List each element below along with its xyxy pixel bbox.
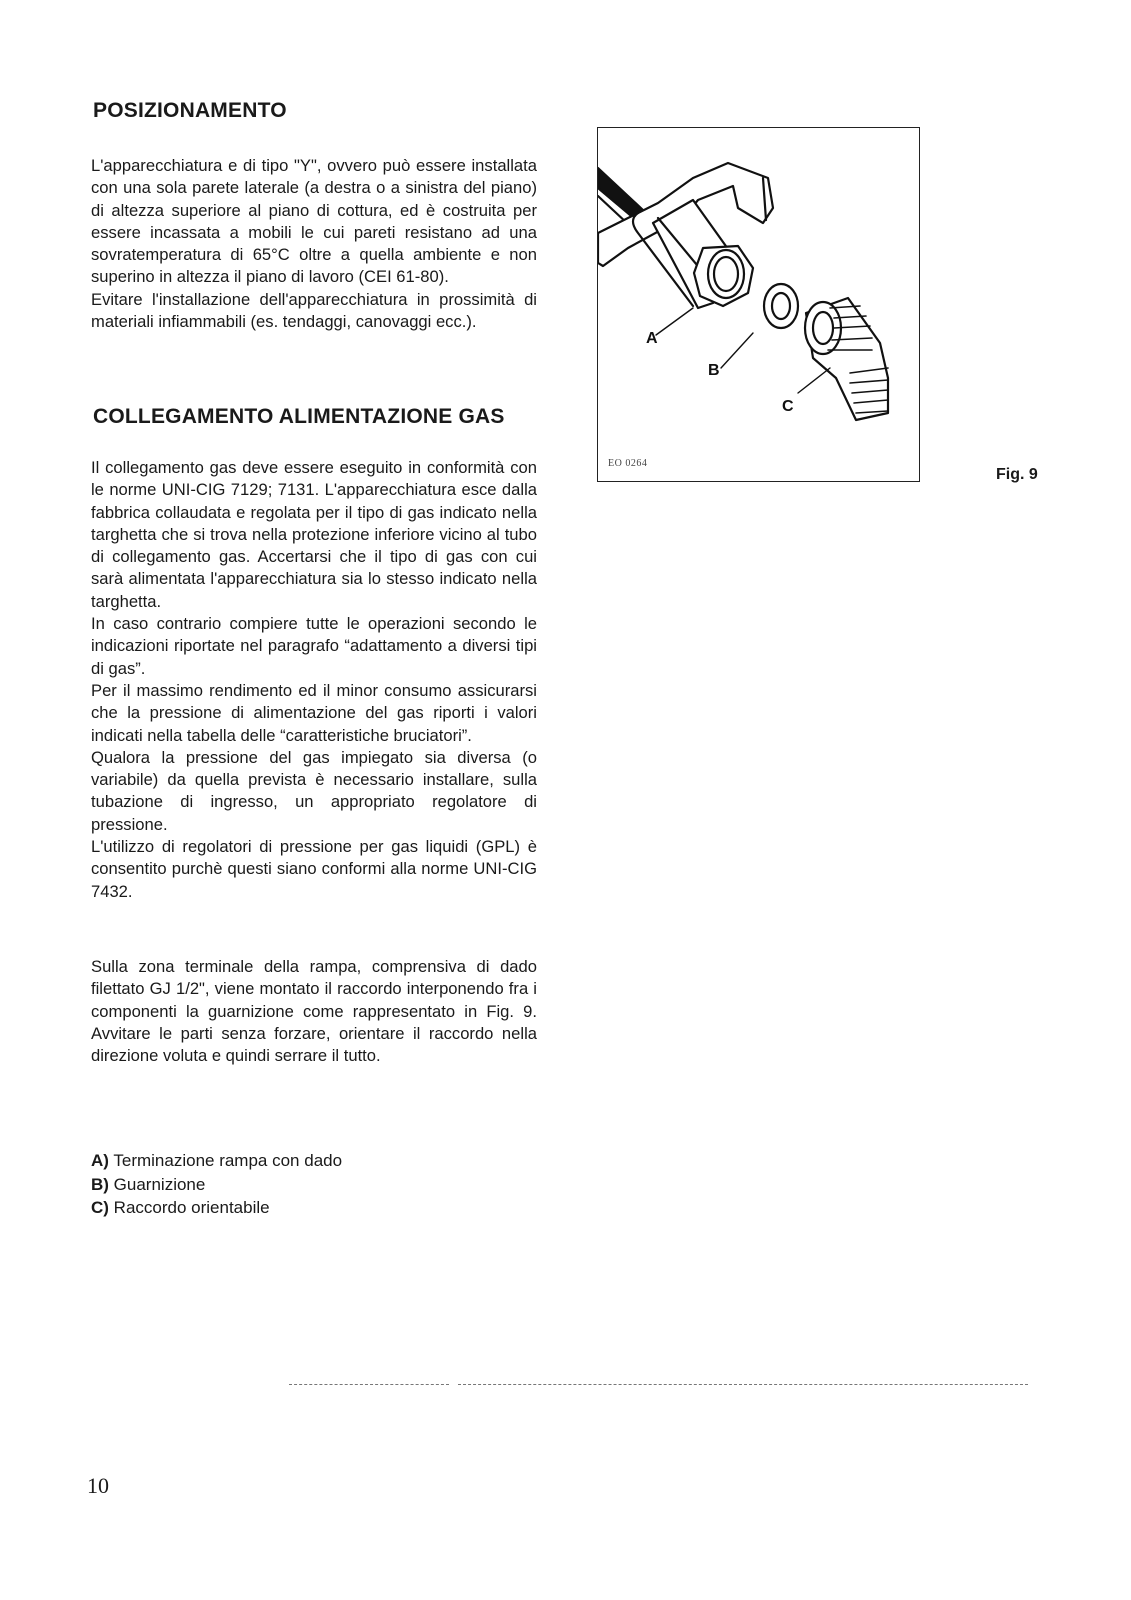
divider-line bbox=[289, 1384, 449, 1385]
gas-fitting-illustration bbox=[598, 128, 918, 480]
text-paragraph: L'apparecchiatura e di tipo "Y", ovvero può essere installata con una sola parete laterale (a destra o a sinistra del piano) di altezza superiore al piano di cottura, ed è costruita per essere incassata a mobili le cui pareti resistano ad una sovratemperatura di 65°C oltre a quella ambiente e non superino in altezza il piano di lavoro (CEI 61-80). bbox=[91, 156, 537, 287]
legend-text: Terminazione rampa con dado bbox=[108, 1151, 343, 1170]
text-paragraph: In caso contrario compiere tutte le operazioni secondo le indicazioni riportate nel paragrafo “adattamento a diversi tipi di gas”. bbox=[91, 614, 537, 678]
paragraph-collegamento-gas bbox=[91, 457, 537, 903]
legend-item-a bbox=[91, 1149, 342, 1173]
legend-text: Raccordo orientabile bbox=[108, 1198, 270, 1217]
text-paragraph: Evitare l'installazione dell'apparecchiatura in prossimità di materiali infiammabili (es. tendaggi, canovaggi ecc.). bbox=[91, 289, 537, 332]
text-paragraph: Sulla zona terminale della rampa, comprensiva di dado filettato GJ 1/2", viene montato il raccordo interponendo fra i componenti la guarnizione come rappresentato in Fig. 9. Avvitare le parti senza forzare, orientare il raccordo nella direzione voluta e quindi serrare il tutto. bbox=[91, 957, 537, 1066]
figure-caption: Fig. 9 bbox=[996, 466, 1038, 483]
heading-posizionamento: POSIZIONAMENTO bbox=[93, 99, 287, 122]
callout-c: C bbox=[782, 398, 794, 415]
text-paragraph: Qualora la pressione del gas impiegato sia diversa (o variabile) da quella prevista è necessario installare, sulla tubazione di ingresso, un appropriato regolatore di pressione. bbox=[91, 747, 537, 834]
text-paragraph: L'utilizzo di regolatori di pressione per gas liquidi (GPL) è consentito purchè questi siano conformi alla norme UNI-CIG 7432. bbox=[91, 837, 537, 901]
legend-text: Guarnizione bbox=[108, 1174, 206, 1194]
legend-key: B) bbox=[91, 1174, 109, 1194]
legend-item-b bbox=[91, 1173, 342, 1197]
callout-b: B bbox=[708, 362, 720, 379]
text-paragraph: Per il massimo rendimento ed il minor consumo assicurarsi che la pressione di alimentazione del gas riporti i valori indicati nella tabella delle “caratteristiche bruciatori”. bbox=[91, 680, 537, 745]
figure-frame bbox=[597, 127, 920, 482]
callout-a: A bbox=[646, 330, 658, 347]
paragraph-posizionamento bbox=[91, 155, 537, 333]
figure-legend bbox=[91, 1149, 342, 1220]
page-number: 10 bbox=[87, 1473, 109, 1498]
legend-key: C) bbox=[91, 1198, 109, 1217]
heading-collegamento-gas: COLLEGAMENTO ALIMENTAZIONE GAS bbox=[93, 405, 505, 428]
text-paragraph: Il collegamento gas deve essere eseguito in conformità con le norme UNI-CIG 7129; 7131. L'apparecchiatura esce dalla fabbrica collaudata e regolata per il tipo di gas indicato nella targhetta che si trova nella protezione inferiore vicino al tubo di collegamento gas. Accertarsi che il tipo di gas con cui sarà alimentata l'apparecchiatura sia lo stesso indicato nella targhetta. bbox=[91, 458, 537, 611]
paragraph-raccordo bbox=[91, 956, 537, 1067]
legend-item-c bbox=[91, 1196, 342, 1220]
divider-line bbox=[458, 1384, 1028, 1385]
legend-key: A) bbox=[91, 1151, 109, 1170]
figure-code: EO 0264 bbox=[608, 458, 648, 469]
